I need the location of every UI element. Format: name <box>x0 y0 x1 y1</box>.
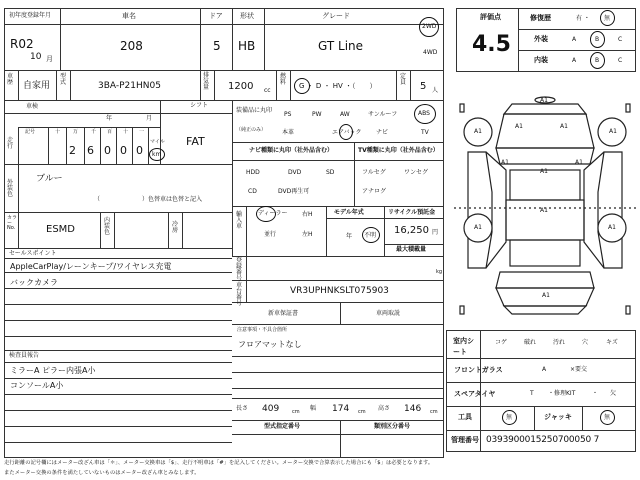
score-label: 評価点 <box>480 13 501 21</box>
chassis-value: VR3UPHNKSLT075903 <box>290 286 389 296</box>
footer-line-2: またメーター交換の条件を満たしていないものはメーター改ざん車とみなします。 <box>4 470 200 476</box>
width-unit: cm <box>358 409 366 415</box>
odo-label: 車検 <box>26 103 39 110</box>
navi-cd: CD <box>248 188 257 195</box>
cat-label: 車歴 <box>7 73 14 86</box>
type-value: 3BA-P21HN05 <box>98 81 161 91</box>
dmg-5: A1 <box>560 123 568 130</box>
dmg-1: A1 <box>540 97 548 104</box>
jack-label: ジャッキ <box>544 413 572 421</box>
length-label: 長さ <box>236 405 249 412</box>
odo-digit-4: 0 <box>120 144 127 157</box>
reg-label: 初年度登録年月 <box>9 12 52 19</box>
equip-tv: TV <box>421 129 429 136</box>
dmg-3: A1 <box>609 128 617 135</box>
dmg-2: A1 <box>474 128 482 135</box>
navi-hdd: HDD <box>246 169 260 176</box>
spare-missing: 欠 <box>610 390 617 397</box>
odo-digit-3: 0 <box>104 144 111 157</box>
place-4: 百 <box>107 129 113 135</box>
equip-navi: ナビ <box>376 129 389 136</box>
drive-2wd: 2WD <box>422 23 437 30</box>
glass-x: ×要交 <box>570 366 588 373</box>
inspection-line-2: コンソールA小 <box>10 381 64 390</box>
max-load-label: 最大積載量 <box>396 246 427 253</box>
int-a: A <box>572 57 577 64</box>
color-code: ESMD <box>46 224 75 235</box>
glass-label: フロントガラス <box>454 366 503 374</box>
odo-digit-5: 0 <box>136 144 143 157</box>
recycle-label: リサイクル預託金 <box>388 209 436 216</box>
equip-label2: （純正のみ） <box>236 127 267 133</box>
interior-label: 内装色 <box>104 217 111 236</box>
equip-sunroof: サンルーフ <box>368 111 398 118</box>
dmg-10: A1 <box>474 224 482 231</box>
navi-label: ナビ種類に丸印（社外品含む） <box>249 147 334 154</box>
spare-label: スペアタイヤ <box>454 390 496 398</box>
equip-airbag: エアバック <box>332 129 362 136</box>
equip-label: 装備品に丸印 <box>236 107 273 114</box>
model-year-unknown: 不明 <box>364 232 377 239</box>
seat-1: コゲ <box>495 339 508 346</box>
fuel-options: G ・ D ・ HV ・（ ） <box>299 82 377 90</box>
repair-label: 修復歴 <box>530 14 551 22</box>
ext-c: C <box>618 36 623 43</box>
equip-abs: ABS <box>418 110 430 117</box>
month-unit: 月 <box>46 55 53 63</box>
tool-value: 無 <box>506 414 513 421</box>
sales-line-1: AppleCarPlay/レーンキープ/ワイヤレス充電 <box>10 262 172 271</box>
navi-sd: SD <box>326 169 335 176</box>
dmg-12: A1 <box>542 292 550 299</box>
int-c: C <box>618 57 623 64</box>
tv-fullseg: フルセグ <box>362 169 386 176</box>
cap-label: 定員 <box>400 73 407 86</box>
seat-label: 室内シート <box>453 337 474 356</box>
spare-dot: ・ <box>592 390 599 397</box>
max-load-unit: kg <box>436 269 443 275</box>
model-year-label: モデル年式 <box>334 209 364 216</box>
ext-label: 外装 <box>534 35 548 43</box>
dmg-9: A1 <box>540 207 548 214</box>
equip-pw: PW <box>312 111 322 118</box>
manual-label: 車両取説 <box>376 310 401 317</box>
tv-analog: アナログ <box>362 188 387 195</box>
odo-mile: マイル <box>150 139 165 145</box>
spare-t: T <box>530 390 534 397</box>
place-5: 十 <box>123 129 129 135</box>
doors-label: ドア <box>209 12 223 20</box>
notes-label: 注意事項・不具合箇所 <box>237 327 288 333</box>
tool-label: 工具 <box>458 413 472 421</box>
class-number-label: 類別区分番号 <box>374 423 411 430</box>
recycle-col-label: 冷房 <box>172 221 179 234</box>
length-unit: cm <box>292 409 300 415</box>
odo-year: 年 <box>106 115 113 122</box>
color-value: ブルー <box>36 174 63 184</box>
score-value: 4.5 <box>472 32 511 57</box>
seat-4: 穴 <box>582 339 589 346</box>
grade-value: GT Line <box>318 39 364 53</box>
doors-value: 5 <box>213 39 221 53</box>
odo-digit-1: 2 <box>69 144 76 157</box>
cap-value: 5 <box>420 81 427 92</box>
color-note: （ ）色替車は色替と記入 <box>94 196 203 203</box>
mgmt-label: 管理番号 <box>451 436 479 444</box>
cat-value: 自家用 <box>23 81 51 91</box>
place-3: 千 <box>91 129 97 135</box>
glass-a: A <box>542 366 547 373</box>
width-label: 幅 <box>310 405 317 412</box>
shift-label: シフト <box>190 102 209 109</box>
grade-label: グレード <box>322 12 350 20</box>
cap-unit: 人 <box>432 87 439 94</box>
import-dealer: ディーラー <box>258 210 288 217</box>
sales-label: セールスポイント <box>9 250 57 257</box>
inspection-label: 検査員報告 <box>9 352 40 359</box>
color-code-label: カラーNo. <box>7 215 18 231</box>
navi-dvd: DVD <box>288 169 302 176</box>
equip-ps: PS <box>284 111 292 118</box>
recycle-value: 16,250 <box>394 225 429 236</box>
place-1: 十 <box>55 129 61 135</box>
type-number-label: 型式指定番号 <box>264 423 301 430</box>
place-2: 万 <box>73 129 79 135</box>
notes-value: フロアマットなし <box>238 340 302 349</box>
seat-5: キズ <box>606 339 618 346</box>
color-label: 外装色 <box>7 179 14 198</box>
footer-line-1: 走行距離の記号欄にはメーター改ざん車は「＊」、メーター交換車は「$」、走行不明車は「#」を記入してください。メーター交換で合算表示した場合にも「$」は必要となります。 <box>4 460 434 466</box>
odo-month: 月 <box>146 115 153 122</box>
tv-label: TV種類に丸印（社外品含む） <box>358 147 439 154</box>
spare-kit: ・修理KIT <box>548 390 576 397</box>
digits-label: 記号 <box>25 129 36 135</box>
car-name: 208 <box>120 39 143 53</box>
fuel-label: 燃料 <box>280 73 287 86</box>
import-parallel: 並行 <box>264 231 277 238</box>
mgmt-value: 0393900015250700050 7 <box>486 435 600 445</box>
tv-oneseg: ワンセグ <box>404 169 429 176</box>
ext-b: B <box>595 36 600 43</box>
reg-month: 10 <box>30 52 42 62</box>
import-right: 右H <box>302 211 313 218</box>
dmg-4: A1 <box>515 123 523 130</box>
odo-digit-2: 6 <box>87 144 94 157</box>
height-value: 146 <box>404 404 422 414</box>
inspection-line-1: ミラーA ピラー内張A小 <box>10 366 96 375</box>
jack-value: 無 <box>604 414 611 421</box>
place-6: 一 <box>139 129 145 135</box>
height-unit: cm <box>430 409 438 415</box>
recycle-unit: 円 <box>432 229 439 236</box>
equip-aw: AW <box>340 111 350 118</box>
dmg-6: A1 <box>501 159 509 166</box>
width-value: 174 <box>332 404 350 414</box>
import-label: 輸入車 <box>236 211 243 230</box>
disp-value: 1200 <box>228 81 254 92</box>
shift-value: FAT <box>186 135 205 148</box>
import-left: 左H <box>302 231 313 238</box>
disp-unit: cc <box>264 87 271 94</box>
int-label: 内装 <box>534 56 548 64</box>
dmg-11: A1 <box>608 224 616 231</box>
ext-a: A <box>572 36 577 43</box>
run-label: 走行 <box>7 137 14 150</box>
shape-label: 形状 <box>240 12 254 20</box>
seat-3: 汚れ <box>553 339 566 346</box>
repair-none: 無 <box>604 15 611 22</box>
chassis-label: 車台番号 <box>236 282 243 307</box>
odo-km: km <box>152 151 162 158</box>
warranty-label: 新車保証書 <box>268 310 299 317</box>
shape-value: HB <box>238 39 256 53</box>
name-label: 車名 <box>122 12 136 20</box>
dmg-8: A1 <box>540 168 548 175</box>
sales-line-2: バックカメラ <box>10 278 58 287</box>
model-year-suffix: 年 <box>346 233 353 240</box>
int-b: B <box>595 57 600 64</box>
reg-year: R02 <box>10 37 34 51</box>
navi-dvdplay: DVD再生可 <box>278 188 310 195</box>
drive-4wd: 4WD <box>423 49 438 56</box>
disp-label: 排気量 <box>203 72 210 91</box>
reg-number-label: 登録番号 <box>236 257 243 282</box>
seat-2: 破れ <box>524 339 537 346</box>
dmg-7: A1 <box>575 159 583 166</box>
equip-leather: 本革 <box>282 129 295 136</box>
repair-options: 有 ・ <box>576 15 590 22</box>
height-label: 高さ <box>378 405 391 412</box>
length-value: 409 <box>262 404 280 414</box>
type-label: 型式 <box>60 73 67 86</box>
